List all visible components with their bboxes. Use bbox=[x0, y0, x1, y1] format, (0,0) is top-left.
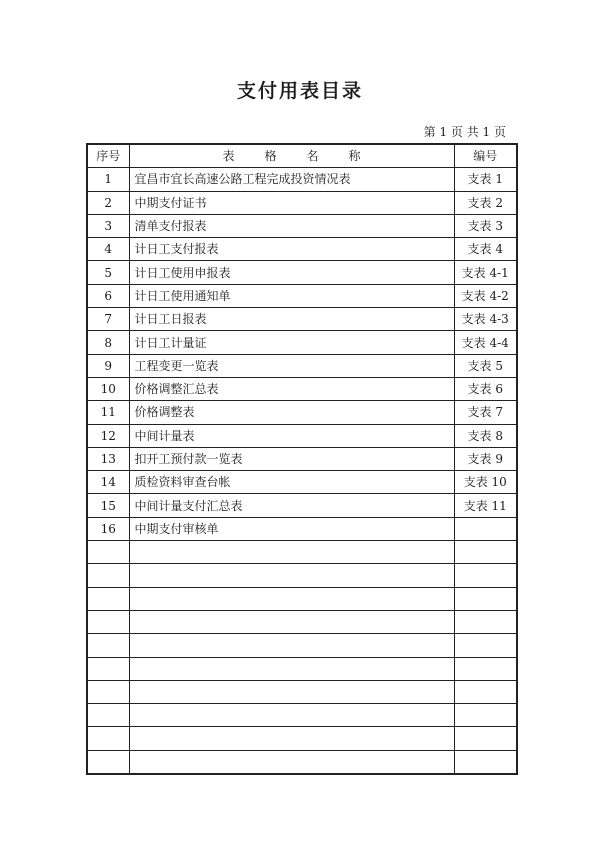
catalog-table bbox=[86, 143, 518, 775]
row-no bbox=[87, 541, 129, 564]
table-row bbox=[87, 308, 517, 331]
table-row bbox=[87, 284, 517, 307]
row-no: 1 bbox=[87, 168, 129, 191]
row-code: 支表 2 bbox=[454, 191, 517, 214]
row-name: 计日工日报表 bbox=[129, 308, 454, 331]
page-title: 支付用表目录 bbox=[236, 80, 363, 102]
row-code bbox=[454, 564, 517, 587]
table-row bbox=[87, 238, 517, 261]
table-row bbox=[87, 214, 517, 237]
row-no: 10 bbox=[87, 377, 129, 400]
row-no bbox=[87, 587, 129, 610]
row-name: 计日工使用申报表 bbox=[129, 261, 454, 284]
row-name bbox=[129, 587, 454, 610]
row-name: 中间计量表 bbox=[129, 424, 454, 447]
row-code: 支表 8 bbox=[454, 424, 517, 447]
row-no bbox=[87, 657, 129, 680]
table-row bbox=[87, 424, 517, 447]
row-code bbox=[454, 517, 517, 540]
table-row bbox=[87, 494, 517, 517]
row-code bbox=[454, 634, 517, 657]
row-no bbox=[87, 610, 129, 633]
row-no bbox=[87, 680, 129, 703]
row-no: 16 bbox=[87, 517, 129, 540]
row-code: 支表 7 bbox=[454, 401, 517, 424]
row-name: 清单支付报表 bbox=[129, 214, 454, 237]
row-name: 宜昌市宜长高速公路工程完成投资情况表 bbox=[129, 168, 454, 191]
row-no: 2 bbox=[87, 191, 129, 214]
row-code: 支表 6 bbox=[454, 377, 517, 400]
row-no: 14 bbox=[87, 471, 129, 494]
table-row bbox=[87, 610, 517, 633]
row-name bbox=[129, 634, 454, 657]
table-row bbox=[87, 564, 517, 587]
row-code: 支表 4-3 bbox=[454, 308, 517, 331]
header-no: 序号 bbox=[87, 144, 129, 168]
row-name: 计日工计量证 bbox=[129, 331, 454, 354]
row-no: 15 bbox=[87, 494, 129, 517]
row-name bbox=[129, 564, 454, 587]
row-no bbox=[87, 750, 129, 774]
row-code bbox=[454, 657, 517, 680]
table-row bbox=[87, 680, 517, 703]
row-no: 7 bbox=[87, 308, 129, 331]
row-code bbox=[454, 610, 517, 633]
table-row bbox=[87, 401, 517, 424]
table-row bbox=[87, 377, 517, 400]
table-body bbox=[87, 168, 517, 774]
row-code: 支表 1 bbox=[454, 168, 517, 191]
table-row bbox=[87, 657, 517, 680]
row-no bbox=[87, 727, 129, 750]
table-row bbox=[87, 541, 517, 564]
row-name bbox=[129, 541, 454, 564]
row-code: 支表 9 bbox=[454, 447, 517, 470]
table-row bbox=[87, 331, 517, 354]
row-name: 计日工支付报表 bbox=[129, 238, 454, 261]
table-row bbox=[87, 354, 517, 377]
row-no: 12 bbox=[87, 424, 129, 447]
table-row bbox=[87, 634, 517, 657]
table-row bbox=[87, 191, 517, 214]
row-code: 支表 10 bbox=[454, 471, 517, 494]
row-code bbox=[454, 704, 517, 727]
table-row bbox=[87, 471, 517, 494]
row-code: 支表 4 bbox=[454, 238, 517, 261]
row-name: 计日工使用通知单 bbox=[129, 284, 454, 307]
table-header-row bbox=[87, 144, 517, 168]
row-name: 中期支付证书 bbox=[129, 191, 454, 214]
row-no: 3 bbox=[87, 214, 129, 237]
row-no: 9 bbox=[87, 354, 129, 377]
row-name: 中间计量支付汇总表 bbox=[129, 494, 454, 517]
row-code: 支表 4-2 bbox=[454, 284, 517, 307]
row-no bbox=[87, 634, 129, 657]
table-row bbox=[87, 727, 517, 750]
table-row bbox=[87, 704, 517, 727]
header-code: 编号 bbox=[454, 144, 517, 168]
row-no: 11 bbox=[87, 401, 129, 424]
row-no: 5 bbox=[87, 261, 129, 284]
row-name bbox=[129, 704, 454, 727]
table-row bbox=[87, 750, 517, 774]
row-name: 质检资料审查台帐 bbox=[129, 471, 454, 494]
row-code bbox=[454, 587, 517, 610]
row-name bbox=[129, 727, 454, 750]
row-code: 支表 4-1 bbox=[454, 261, 517, 284]
page-info: 第 1 页 共 1 页 bbox=[423, 125, 506, 139]
row-name: 工程变更一览表 bbox=[129, 354, 454, 377]
row-code: 支表 4-4 bbox=[454, 331, 517, 354]
row-code: 支表 5 bbox=[454, 354, 517, 377]
row-name: 价格调整表 bbox=[129, 401, 454, 424]
row-code: 支表 11 bbox=[454, 494, 517, 517]
row-name bbox=[129, 610, 454, 633]
table-row bbox=[87, 261, 517, 284]
table-row bbox=[87, 587, 517, 610]
table-row bbox=[87, 168, 517, 191]
row-name: 价格调整汇总表 bbox=[129, 377, 454, 400]
row-no bbox=[87, 564, 129, 587]
row-no: 8 bbox=[87, 331, 129, 354]
row-code bbox=[454, 727, 517, 750]
row-code bbox=[454, 680, 517, 703]
row-name: 中期支付审核单 bbox=[129, 517, 454, 540]
row-name bbox=[129, 657, 454, 680]
table-row bbox=[87, 517, 517, 540]
row-code bbox=[454, 541, 517, 564]
table-row bbox=[87, 447, 517, 470]
row-name bbox=[129, 680, 454, 703]
row-code bbox=[454, 750, 517, 774]
row-no: 4 bbox=[87, 238, 129, 261]
row-name bbox=[129, 750, 454, 774]
row-no bbox=[87, 704, 129, 727]
header-name: 表格名称 bbox=[129, 144, 454, 168]
row-code: 支表 3 bbox=[454, 214, 517, 237]
row-no: 6 bbox=[87, 284, 129, 307]
row-name: 扣开工预付款一览表 bbox=[129, 447, 454, 470]
row-no: 13 bbox=[87, 447, 129, 470]
